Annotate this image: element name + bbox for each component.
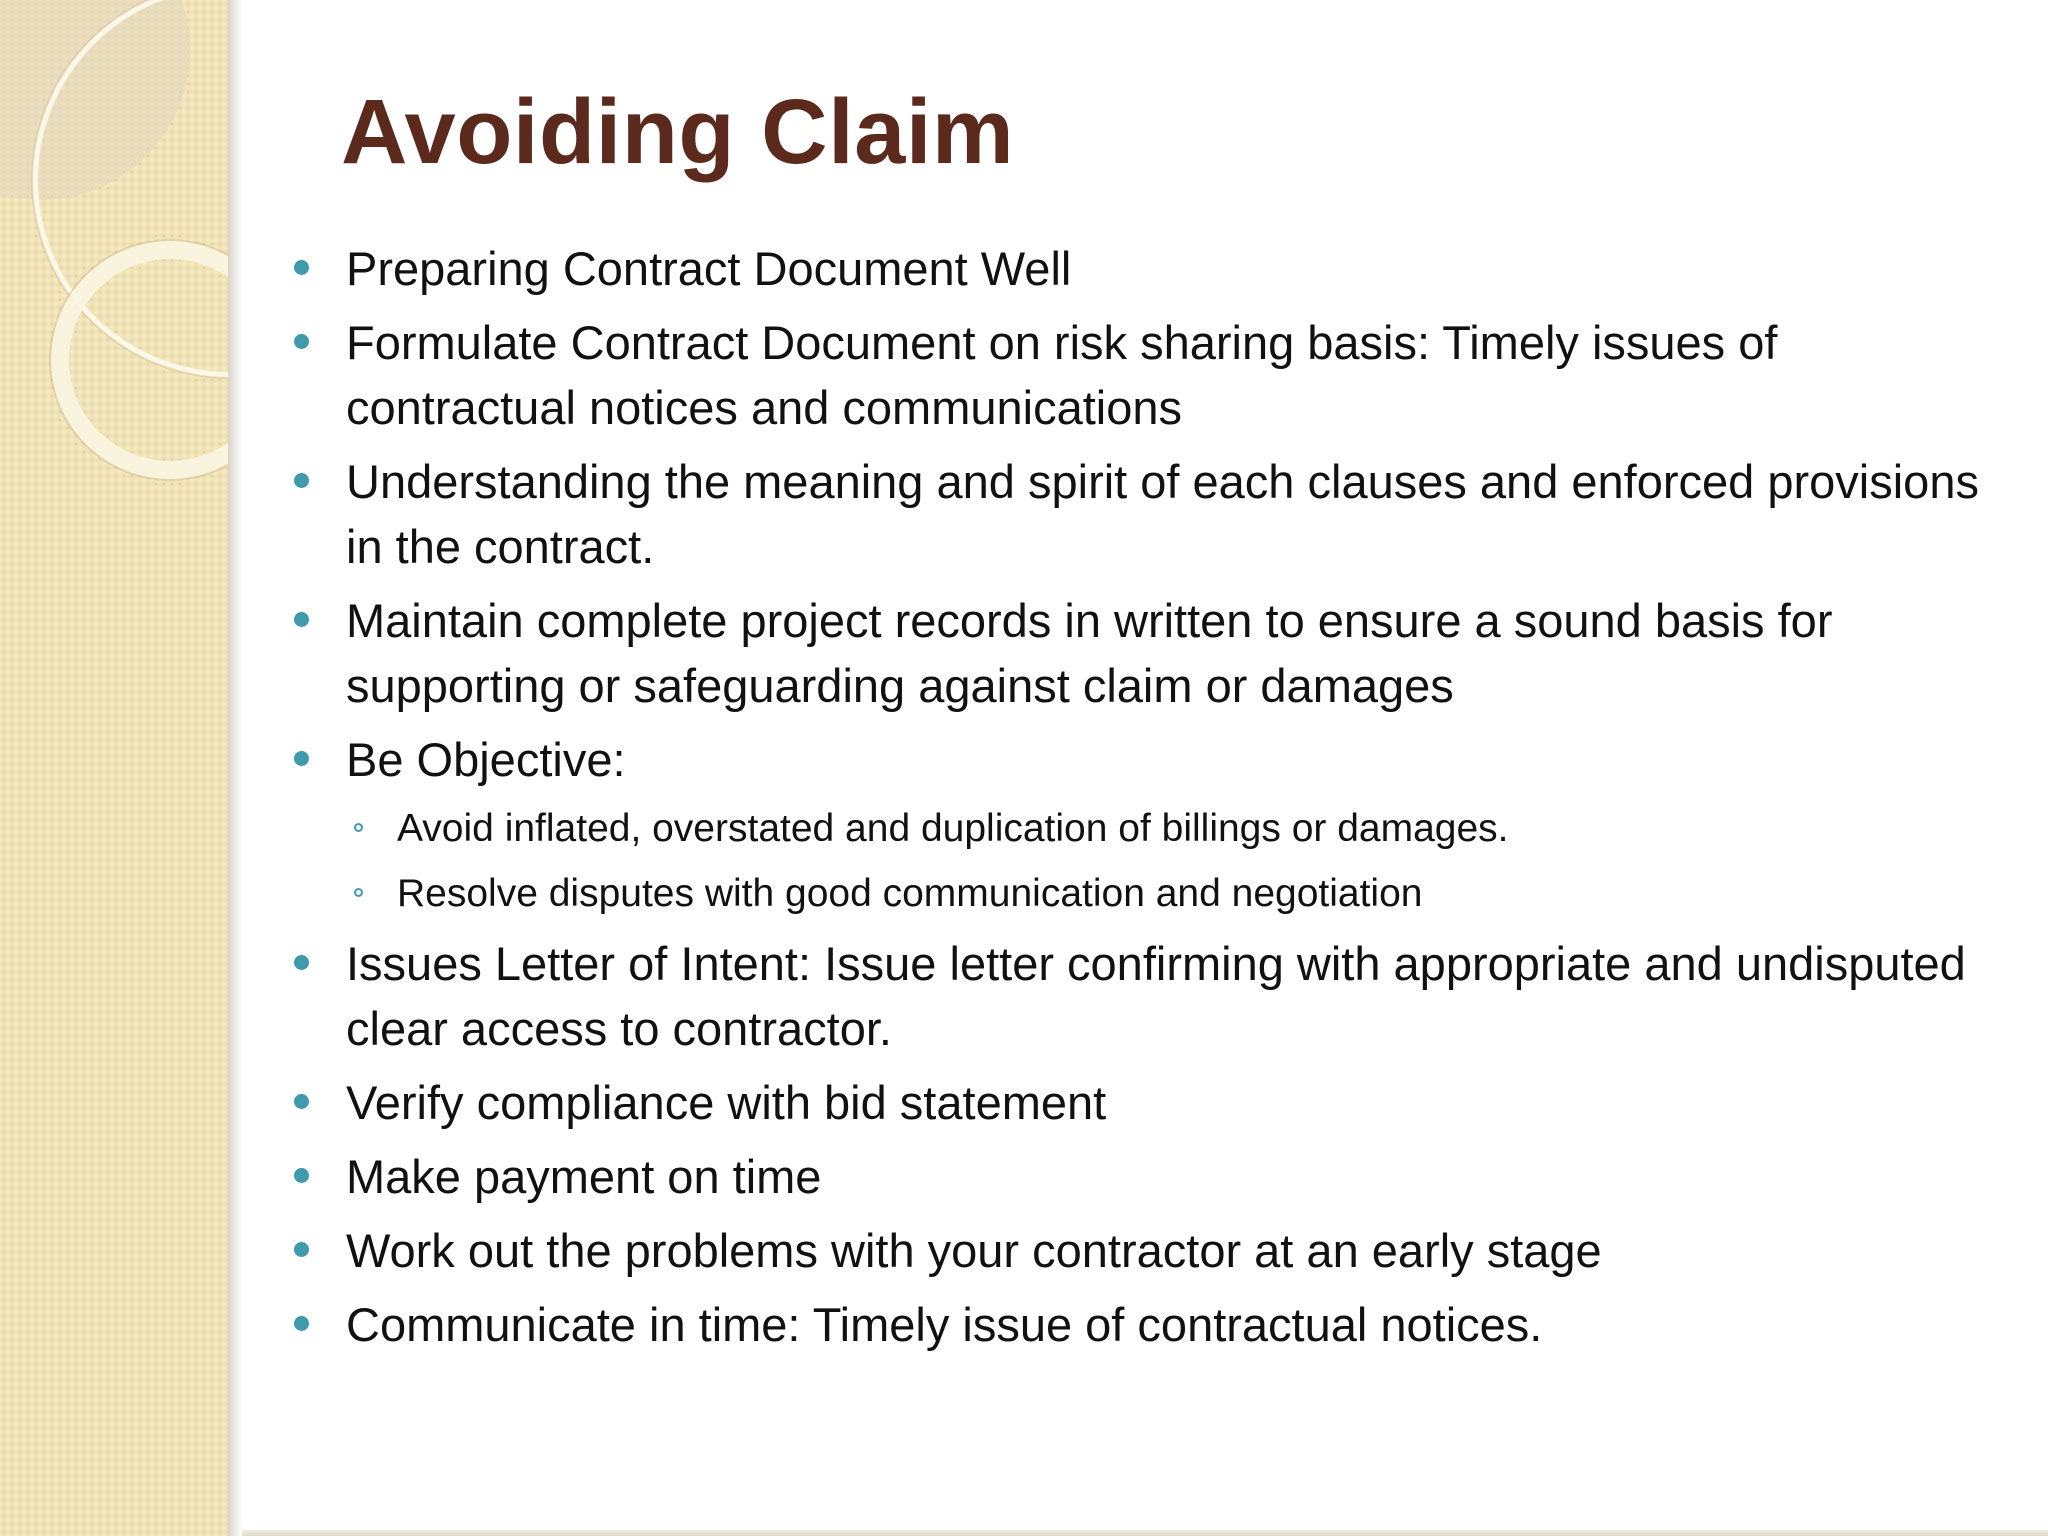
bullet-item	[290, 931, 1990, 1061]
slide-title: Avoiding Claim	[341, 81, 1015, 183]
sub-bullet-text: Avoid inflated, overstated and duplication of billings or damages.	[397, 807, 1509, 850]
sub-bullet-ring-icon	[354, 823, 363, 832]
bottom-edge	[242, 1530, 2048, 1536]
bullet-dot-icon	[294, 1168, 309, 1183]
sub-bullet-text: Resolve disputes with good communication and negotiation	[397, 872, 1423, 915]
bullet-dot-icon	[294, 1094, 309, 1109]
bullet-text: Make payment on time	[346, 1150, 822, 1203]
sub-bullet-item	[290, 801, 1990, 857]
bullet-text: Work out the problems with your contractor at an early stage	[346, 1224, 1602, 1277]
bullet-dot-icon	[294, 751, 309, 766]
bullet-text: Understanding the meaning and spirit of each clauses and enforced provisions in the contract.	[346, 455, 1979, 573]
bullet-dot-icon	[294, 612, 309, 627]
bullet-item	[290, 310, 1990, 440]
bullet-item	[290, 727, 1990, 792]
decorative-rings	[0, 0, 228, 520]
bullet-text: Preparing Contract Document Well	[346, 242, 1072, 295]
sub-bullet-item	[290, 866, 1990, 922]
bullet-text: Communicate in time: Timely issue of contractual notices.	[346, 1298, 1543, 1351]
bullet-item	[290, 1292, 1990, 1357]
bullet-text: Verify compliance with bid statement	[346, 1076, 1107, 1129]
bullet-dot-icon	[294, 955, 309, 970]
bullet-item	[290, 1070, 1990, 1135]
bullet-item	[290, 236, 1990, 301]
bullet-dot-icon	[294, 260, 309, 275]
bullet-text: Maintain complete project records in written to ensure a sound basis for supporting or safeguarding against claim or damages	[346, 594, 1833, 712]
bullet-text: Be Objective:	[346, 733, 626, 786]
bullet-text: Formulate Contract Document on risk sharing basis: Timely issues of contractual notices and communications	[346, 316, 1778, 434]
bullet-dot-icon	[294, 334, 309, 349]
bullet-dot-icon	[294, 1242, 309, 1257]
bullet-item	[290, 588, 1990, 718]
bullet-text: Issues Letter of Intent: Issue letter confirming with appropriate and undisputed clear access to contractor.	[346, 937, 1966, 1055]
decorative-side-panel	[0, 0, 228, 1536]
bullet-item	[290, 1218, 1990, 1283]
sub-bullet-ring-icon	[354, 888, 363, 897]
bullet-item	[290, 1144, 1990, 1209]
bullet-item	[290, 449, 1990, 579]
bullet-list	[290, 236, 1990, 1366]
bullet-dot-icon	[294, 1316, 309, 1331]
side-panel-shadow	[228, 0, 242, 1536]
bullet-dot-icon	[294, 473, 309, 488]
